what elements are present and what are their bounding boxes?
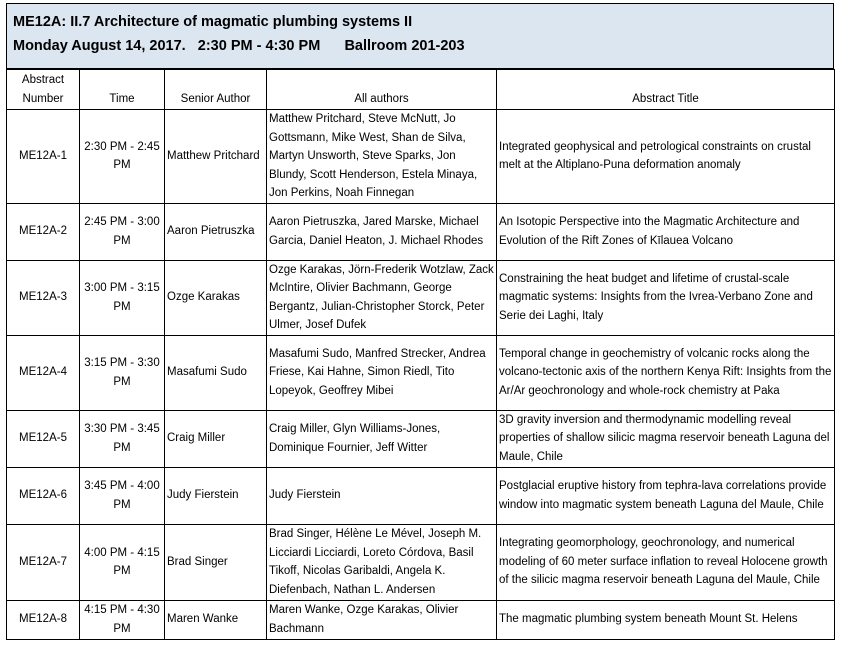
column-header-time: Time xyxy=(80,70,165,110)
table-row xyxy=(7,600,835,639)
abstract-time: 3:15 PM - 3:30 PM xyxy=(80,335,165,410)
abstract-number: ME12A-4 xyxy=(7,335,80,410)
all-authors: Masafumi Sudo, Manfred Strecker, Andrea Friese, Kai Hahne, Simon Riedl, Tito Lopeyok, Geoffrey Mibei xyxy=(267,335,497,410)
abstract-time: 3:30 PM - 3:45 PM xyxy=(80,410,165,467)
table-header-row xyxy=(7,70,835,110)
abstract-title: 3D gravity inversion and thermodynamic modelling reveal properties of shallow silicic magma reservoir beneath Laguna del Maule, Chile xyxy=(497,410,835,467)
abstract-number: ME12A-6 xyxy=(7,467,80,524)
all-authors: Brad Singer, Hélène Le Mével, Joseph M. Licciardi Licciardi, Loreto Córdova, Basil Tikoff, Nicolas Garibaldi, Angela K. Diefenbach, Nathan L. Andersen xyxy=(267,524,497,600)
abstract-time: 4:00 PM - 4:15 PM xyxy=(80,524,165,600)
all-authors: Maren Wanke, Ozge Karakas, Olivier Bachmann xyxy=(267,600,497,639)
abstract-time: 2:30 PM - 2:45 PM xyxy=(80,110,165,204)
senior-author: Brad Singer xyxy=(165,524,267,600)
column-header-number-line1: Abstract xyxy=(21,74,65,86)
table-row xyxy=(7,110,835,204)
abstract-time: 3:00 PM - 3:15 PM xyxy=(80,260,165,335)
session-title: ME12A: II.7 Architecture of magmatic plumbing systems II xyxy=(13,14,413,30)
all-authors: Matthew Pritchard, Steve McNutt, Jo Gottsmann, Mike West, Shan de Silva, Martyn Unsworth, Steve Sparks, Jon Blundy, Scott Henderson, Estela Minaya, Jon Perkins, Noah Finnegan xyxy=(267,110,497,204)
senior-author: Judy Fierstein xyxy=(165,467,267,524)
abstract-number: ME12A-1 xyxy=(7,110,80,204)
abstract-number: ME12A-5 xyxy=(7,410,80,467)
senior-author: Maren Wanke xyxy=(165,600,267,639)
column-header-number-line2: Number xyxy=(22,92,64,105)
column-header-all-authors: All authors xyxy=(267,70,497,110)
senior-author: Craig Miller xyxy=(165,410,267,467)
abstract-title: Temporal change in geochemistry of volcanic rocks along the volcano-tectonic axis of the northern Kenya Rift: Insights from the Ar/Ar geochronology and whole-rock chemistry at Paka xyxy=(497,335,835,410)
session-header xyxy=(6,3,834,69)
abstract-title: Integrating geomorphology, geochronology, and numerical modeling of 60 meter surface inflation to reveal Holocene growth of the silicic magma reservoir beneath Laguna del Maule, Chile xyxy=(497,524,835,600)
all-authors: Aaron Pietruszka, Jared Marske, Michael Garcia, Daniel Heaton, J. Michael Rhodes xyxy=(267,203,497,260)
table-row xyxy=(7,260,835,335)
abstract-number: ME12A-8 xyxy=(7,600,80,639)
all-authors: Ozge Karakas, Jörn-Frederik Wotzlaw, Zack McIntire, Olivier Bachmann, George Bergantz, Julian-Christopher Storck, Peter Ulmer, Josef Dufek xyxy=(267,260,497,335)
senior-author: Matthew Pritchard xyxy=(165,110,267,204)
column-header-abstract-title: Abstract Title xyxy=(497,70,835,110)
abstract-number: ME12A-3 xyxy=(7,260,80,335)
senior-author: Masafumi Sudo xyxy=(165,335,267,410)
abstract-title: The magmatic plumbing system beneath Mount St. Helens xyxy=(497,600,835,639)
column-header-senior-author: Senior Author xyxy=(165,70,267,110)
abstract-title: Integrated geophysical and petrological constraints on crustal melt at the Altiplano-Puna deformation anomaly xyxy=(497,110,835,204)
table-row xyxy=(7,410,835,467)
abstract-time: 4:15 PM - 4:30 PM xyxy=(80,600,165,639)
abstract-title: Constraining the heat budget and lifetime of crustal-scale magmatic systems: Insights from the Ivrea-Verbano Zone and Serie dei Laghi, Italy xyxy=(497,260,835,335)
table-row xyxy=(7,203,835,260)
abstract-number: ME12A-7 xyxy=(7,524,80,600)
session-sheet xyxy=(6,3,834,640)
column-header-number xyxy=(7,70,80,110)
abstract-time: 2:45 PM - 3:00 PM xyxy=(80,203,165,260)
all-authors: Judy Fierstein xyxy=(267,467,497,524)
session-date-time-room: Monday August 14, 2017. 2:30 PM - 4:30 PM Ballroom 201-203 xyxy=(13,38,465,54)
table-row xyxy=(7,335,835,410)
abstract-number: ME12A-2 xyxy=(7,203,80,260)
table-row xyxy=(7,524,835,600)
table-row xyxy=(7,467,835,524)
abstracts-table xyxy=(6,69,835,640)
abstract-title: Postglacial eruptive history from tephra-lava correlations provide window into magmatic system beneath Laguna del Maule, Chile xyxy=(497,467,835,524)
abstract-title: An Isotopic Perspective into the Magmatic Architecture and Evolution of the Rift Zones of Kīlauea Volcano xyxy=(497,203,835,260)
senior-author: Aaron Pietruszka xyxy=(165,203,267,260)
abstract-time: 3:45 PM - 4:00 PM xyxy=(80,467,165,524)
senior-author: Ozge Karakas xyxy=(165,260,267,335)
all-authors: Craig Miller, Glyn Williams-Jones, Dominique Fournier, Jeff Witter xyxy=(267,410,497,467)
